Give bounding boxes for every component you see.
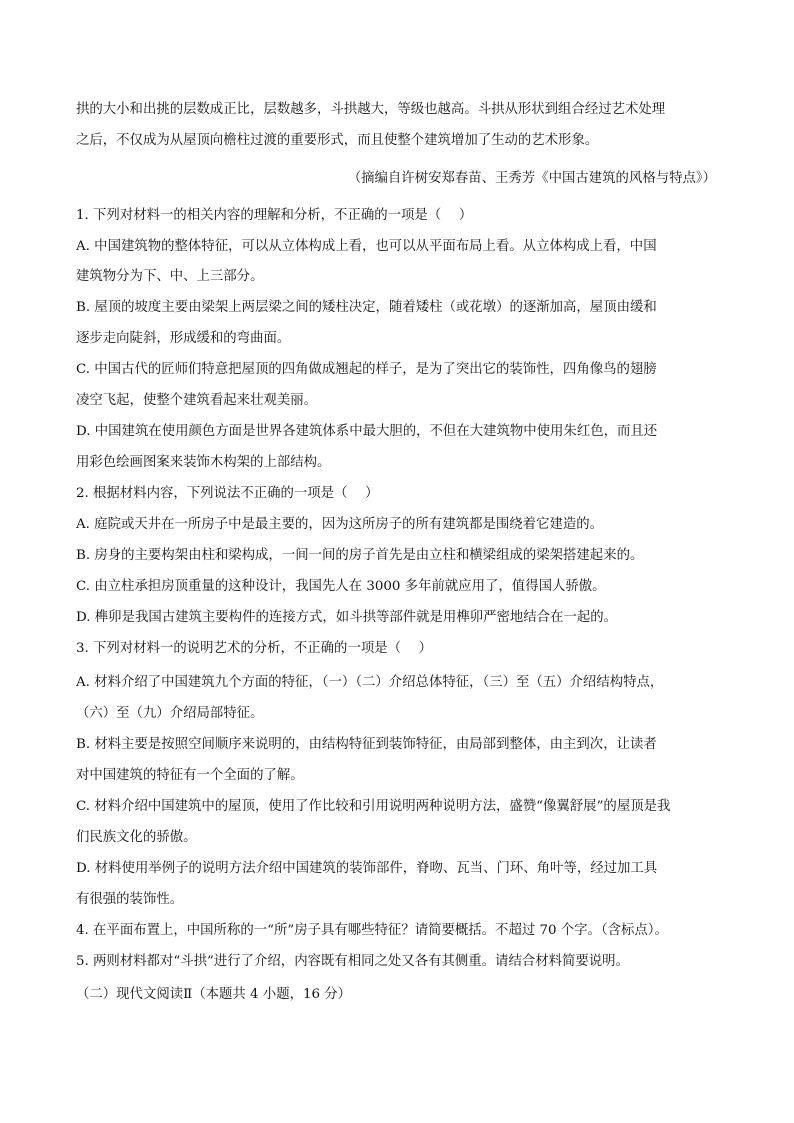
section-heading: （二）现代文阅读Ⅱ（本题共 4 小题，16 分） <box>76 987 352 1002</box>
question-2-stem: 2. 根据材料内容，下列说法不正确的一项是（ ） <box>76 486 379 501</box>
question-1-option-d: D. 中国建筑在使用颜色方面是世界各建筑体系中最大胆的，不但在大建筑物中使用朱红色，而且还 <box>76 424 658 439</box>
question-1-option-a: A. 中国建筑物的整体特征，可以从立体构成上看，也可以从平面布局上看。从立体构成上看，中国 <box>76 239 657 254</box>
question-2-option-d: D. 榫卯是我国古建筑主要构件的连接方式，如斗拱等部件就是用榫卯严密地结合在一起的。 <box>76 610 618 625</box>
question-1-option-b-cont: 逐步走向陡斜，形成缓和的弯曲面。 <box>76 331 291 346</box>
question-3-option-d-cont: 有很强的装饰性。 <box>76 892 184 907</box>
question-3-option-c-cont: 们民族文化的骄傲。 <box>76 830 197 845</box>
question-3-option-b: B. 材料主要是按照空间顺序来说明的，由结构特征到装饰特征，由局部到整体，由主到次，让读者 <box>76 737 657 752</box>
question-1-option-a-cont: 建筑物分为下、中、上三部分。 <box>76 269 264 284</box>
question-3-option-c: C. 材料介绍中国建筑中的屋顶，使用了作比较和引用说明两种说明方法，盛赞“像翼舒展”的屋顶是我 <box>76 799 671 814</box>
question-3-option-b-cont: 对中国建筑的特征有一个全面的了解。 <box>76 768 304 783</box>
question-1-option-c: C. 中国古代的匠师们特意把屋顶的四角做成翘起的样子，是为了突出它的装饰性，四角像鸟的翅膀 <box>76 362 657 377</box>
question-1-option-c-cont: 凌空飞起，使整个建筑看起来壮观美丽。 <box>76 393 318 408</box>
question-3-option-d: D. 材料使用举例子的说明方法介绍中国建筑的装饰部件，脊吻、瓦当、门环、角叶等，经过加工具 <box>76 861 658 876</box>
question-3-option-a: A. 材料介绍了中国建筑九个方面的特征，（一）（二）介绍总体特征，（三）至（五）介绍结构特点， <box>76 675 664 690</box>
question-2-option-b: B. 房身的主要构架由柱和梁构成，一间一间的房子首先是由立柱和横梁组成的梁架搭建起来的。 <box>76 548 644 563</box>
question-2-option-c: C. 由立柱承担房顶重量的这种设计，我国先人在 3000 多年前就应用了，值得国人骄傲。 <box>76 579 606 594</box>
question-1-option-b: B. 屋顶的坡度主要由梁架上两层梁之间的矮柱决定，随着矮柱（或花墩）的逐渐加高，屋顶由缓和 <box>76 300 657 315</box>
passage-line: 之后，不仅成为从屋顶向檐柱过渡的重要形式，而且使整个建筑增加了生动的艺术形象。 <box>76 133 599 148</box>
question-1-option-d-cont: 用彩色绘画图案来装饰木构架的上部结构。 <box>76 455 331 470</box>
question-2-option-a: A. 庭院或天井在一所房子中是最主要的，因为这所房子的所有建筑都是围绕着它建造的。 <box>76 517 604 532</box>
question-3-stem: 3. 下列对材料一的说明艺术的分析，不正确的一项是（ ） <box>76 641 433 656</box>
question-1-stem: 1. 下列对材料一的相关内容的理解和分析，不正确的一项是（ ） <box>76 208 473 223</box>
question-5-stem: 5. 两则材料都对“斗拱”进行了介绍，内容既有相同之处又各有其侧重。请结合材料简要说明。 <box>76 954 629 969</box>
passage-source: （摘编自许树安郑春苗、王秀芳《中国古建筑的风格与特点》） <box>347 171 716 186</box>
question-3-option-a-cont: （六）至（九）介绍局部特征。 <box>76 706 264 721</box>
passage-line: 拱的大小和出挑的层数成正比，层数越多，斗拱越大，等级也越高。斗拱从形状到组合经过艺术处理 <box>76 102 666 117</box>
question-4-stem: 4. 在平面布置上，中国所称的一“所”房子具有哪些特征？请简要概括。不超过 70 个字。（含标点）。 <box>76 923 668 938</box>
